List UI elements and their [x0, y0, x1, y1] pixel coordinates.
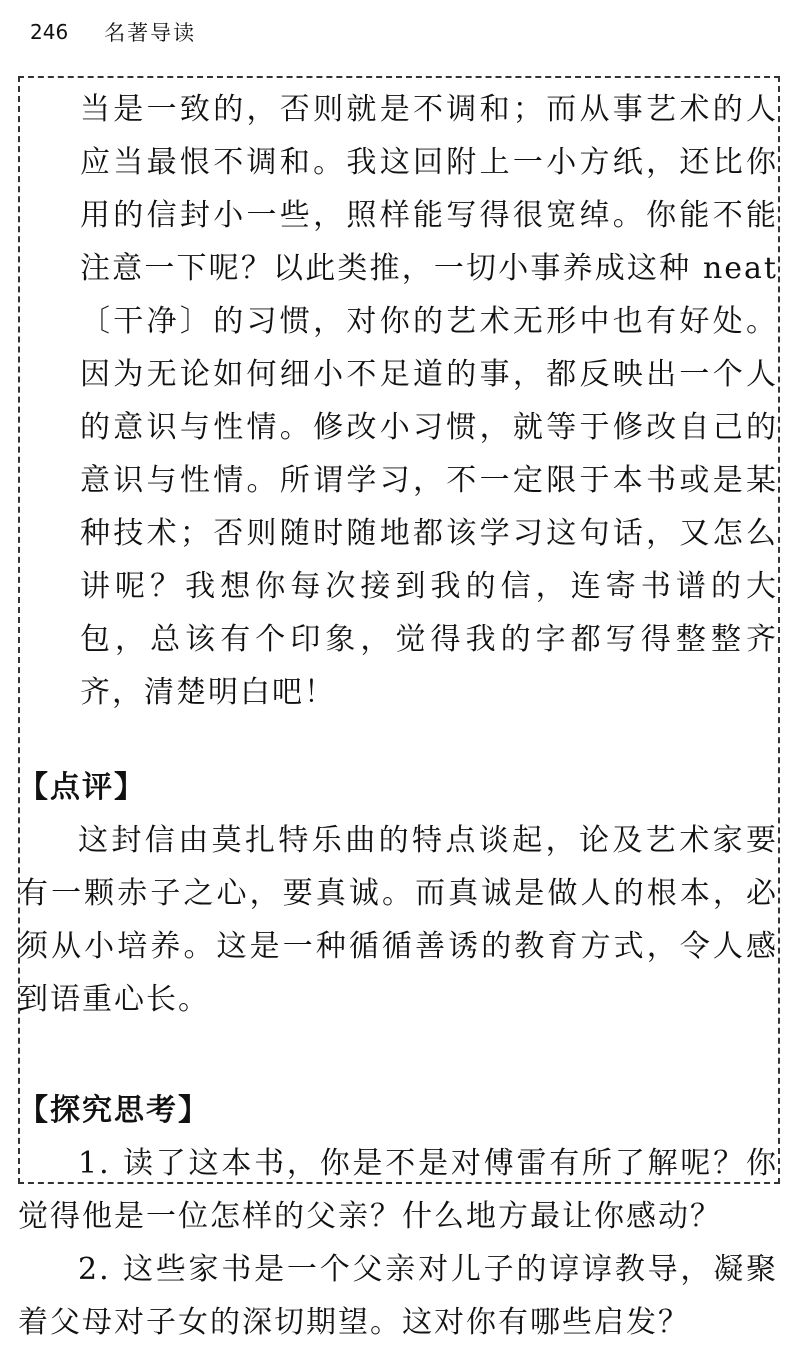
running-title: 名著导读 — [104, 21, 197, 45]
page-header — [30, 14, 196, 50]
question-item: 1. 读了这本书，你是不是对傅雷有所了解呢？你觉得他是一位怎样的父亲？什么地方最让你感动？ — [18, 1146, 778, 1234]
question-item: 2. 这些家书是一个父亲对儿子的谆谆教导，凝聚着父母对子女的深切期望。这对你有哪些启发？ — [18, 1252, 778, 1340]
commentary-paragraph: 这封信由莫扎特乐曲的特点谈起，论及艺术家要有一颗赤子之心，要真诚。而真诚是做人的根本，必须从小培养。这是一种循循善诱的教育方式，令人感到语重心长。 — [18, 823, 778, 1017]
main-paragraph: 当是一致的，否则就是不调和；而从事艺术的人应当最恨不调和。我这回附上一小方纸，还比你用的信封小一些，照样能写得很宽绰。你能不能注意一下呢？以此类推，一切小事养成这种 neat〔干净〕的习惯，对你的艺术无形中也有好处。因为无论如何细小不足道的事，都反映出一个人的意识与性情。修改小习惯，就等于修改自己的意识与性情。所谓学习，不一定限于本书或是某种技术；否则随时随地都该学习这句话，又怎么讲呢？我想你每次接到我的信，连寄书谱的大包，总该有个印象，觉得我的字都写得整整齐齐，清楚明白吧！ — [80, 92, 778, 710]
page-number: 246 — [30, 20, 69, 44]
page-content — [18, 76, 780, 1349]
commentary-heading: 【点评】 — [18, 770, 146, 805]
exploration-heading: 【探究思考】 — [18, 1093, 210, 1128]
